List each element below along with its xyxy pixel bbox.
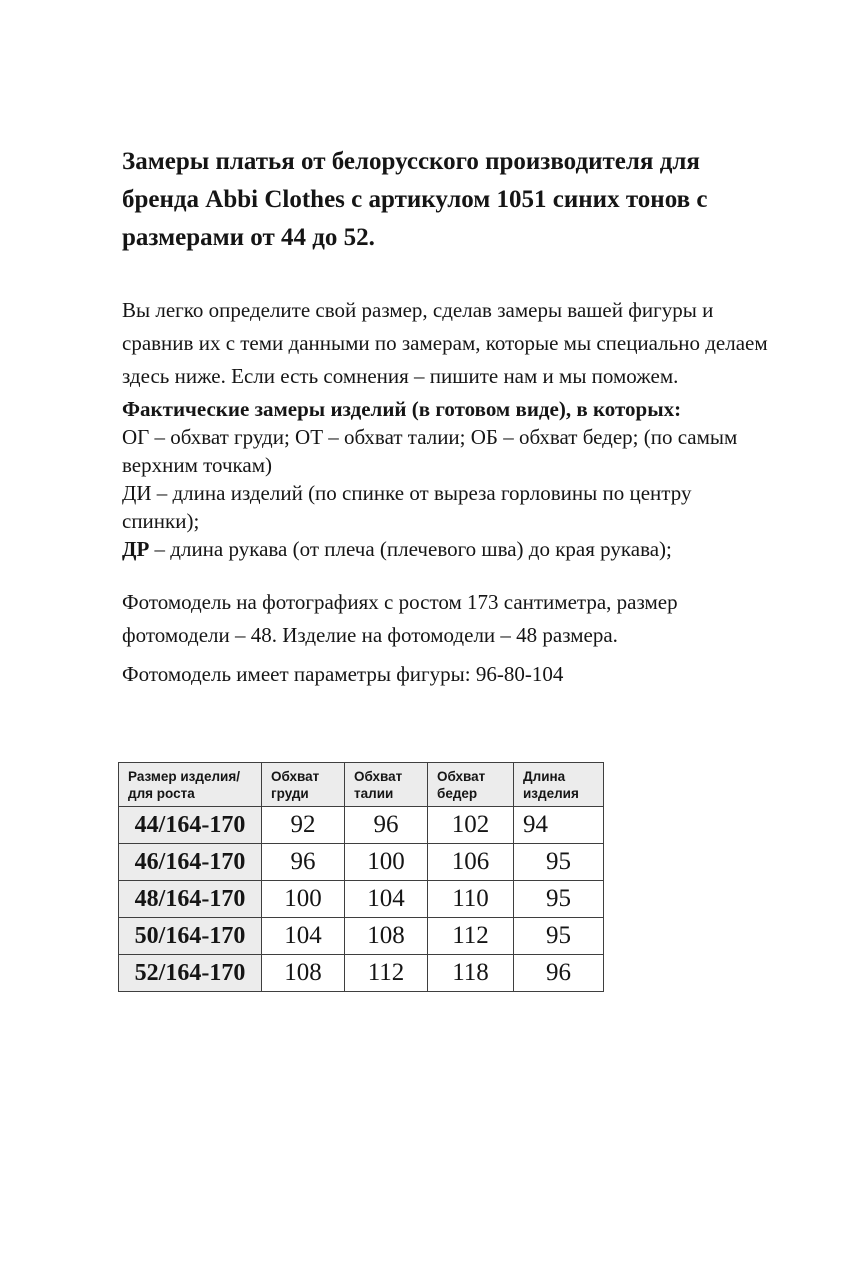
header-waist: Обхват талии <box>345 763 428 807</box>
chest-cell: 96 <box>262 844 345 881</box>
waist-cell: 112 <box>345 955 428 992</box>
hips-cell: 102 <box>428 807 514 844</box>
intro-paragraph: Вы легко определите свой размер, сделав замеры вашей фигуры и сравнив их с теми данными по замерам, которые мы специально делаем здесь ниже. Если есть сомнения – пишите нам и мы поможем. <box>122 298 768 388</box>
measurement-line-di: ДИ – длина изделий (по спинке от выреза горловины по центру спинки); <box>122 481 692 533</box>
dr-abbreviation: ДР <box>122 537 150 561</box>
size-cell: 52/164-170 <box>119 955 262 992</box>
table-row-44 <box>119 807 604 844</box>
header-chest: Обхват груди <box>262 763 345 807</box>
size-table-header-row <box>119 763 604 807</box>
table-row-52 <box>119 955 604 992</box>
table-row-50 <box>119 918 604 955</box>
chest-cell: 104 <box>262 918 345 955</box>
length-cell: 95 <box>514 844 604 881</box>
size-cell: 44/164-170 <box>119 807 262 844</box>
length-cell: 95 <box>514 881 604 918</box>
hips-cell: 110 <box>428 881 514 918</box>
table-row-48 <box>119 881 604 918</box>
measurements-definitions <box>122 395 772 563</box>
size-table <box>118 762 604 992</box>
model-parameters: Фотомодель имеет параметры фигуры: 96-80-104 <box>122 662 564 686</box>
waist-cell: 100 <box>345 844 428 881</box>
waist-cell: 108 <box>345 918 428 955</box>
header-length: Длина изделия <box>514 763 604 807</box>
document-title: Замеры платья от белорусского производителя для бренда Abbi Clothes с артикулом 1051 синих тонов с размерами от 44 до 52. <box>122 148 708 251</box>
hips-cell: 118 <box>428 955 514 992</box>
waist-cell: 104 <box>345 881 428 918</box>
document-content <box>122 143 772 992</box>
length-cell: 94 <box>514 807 604 844</box>
hips-cell: 112 <box>428 918 514 955</box>
size-cell: 50/164-170 <box>119 918 262 955</box>
hips-cell: 106 <box>428 844 514 881</box>
measurement-line-dr <box>122 535 772 563</box>
chest-cell: 92 <box>262 807 345 844</box>
waist-cell: 96 <box>345 807 428 844</box>
measurements-heading: Фактические замеры изделий (в готовом виде), в которых: <box>122 397 682 421</box>
header-size: Размер изделия/для роста <box>119 763 262 807</box>
chest-cell: 108 <box>262 955 345 992</box>
table-row-46 <box>119 844 604 881</box>
size-cell: 48/164-170 <box>119 881 262 918</box>
size-cell: 46/164-170 <box>119 844 262 881</box>
chest-cell: 100 <box>262 881 345 918</box>
header-hips: Обхват бедер <box>428 763 514 807</box>
length-cell: 95 <box>514 918 604 955</box>
measurement-line-og: ОГ – обхват груди; ОТ – обхват талии; ОБ – обхват бедер; (по самым верхним точкам) <box>122 425 738 477</box>
length-cell: 96 <box>514 955 604 992</box>
model-info-paragraph: Фотомодель на фотографиях с ростом 173 сантиметра, размер фотомодели – 48. Изделие на фотомодели – 48 размера. <box>122 590 678 647</box>
dr-definition: – длина рукава (от плеча (плечевого шва) до края рукава); <box>149 537 672 561</box>
